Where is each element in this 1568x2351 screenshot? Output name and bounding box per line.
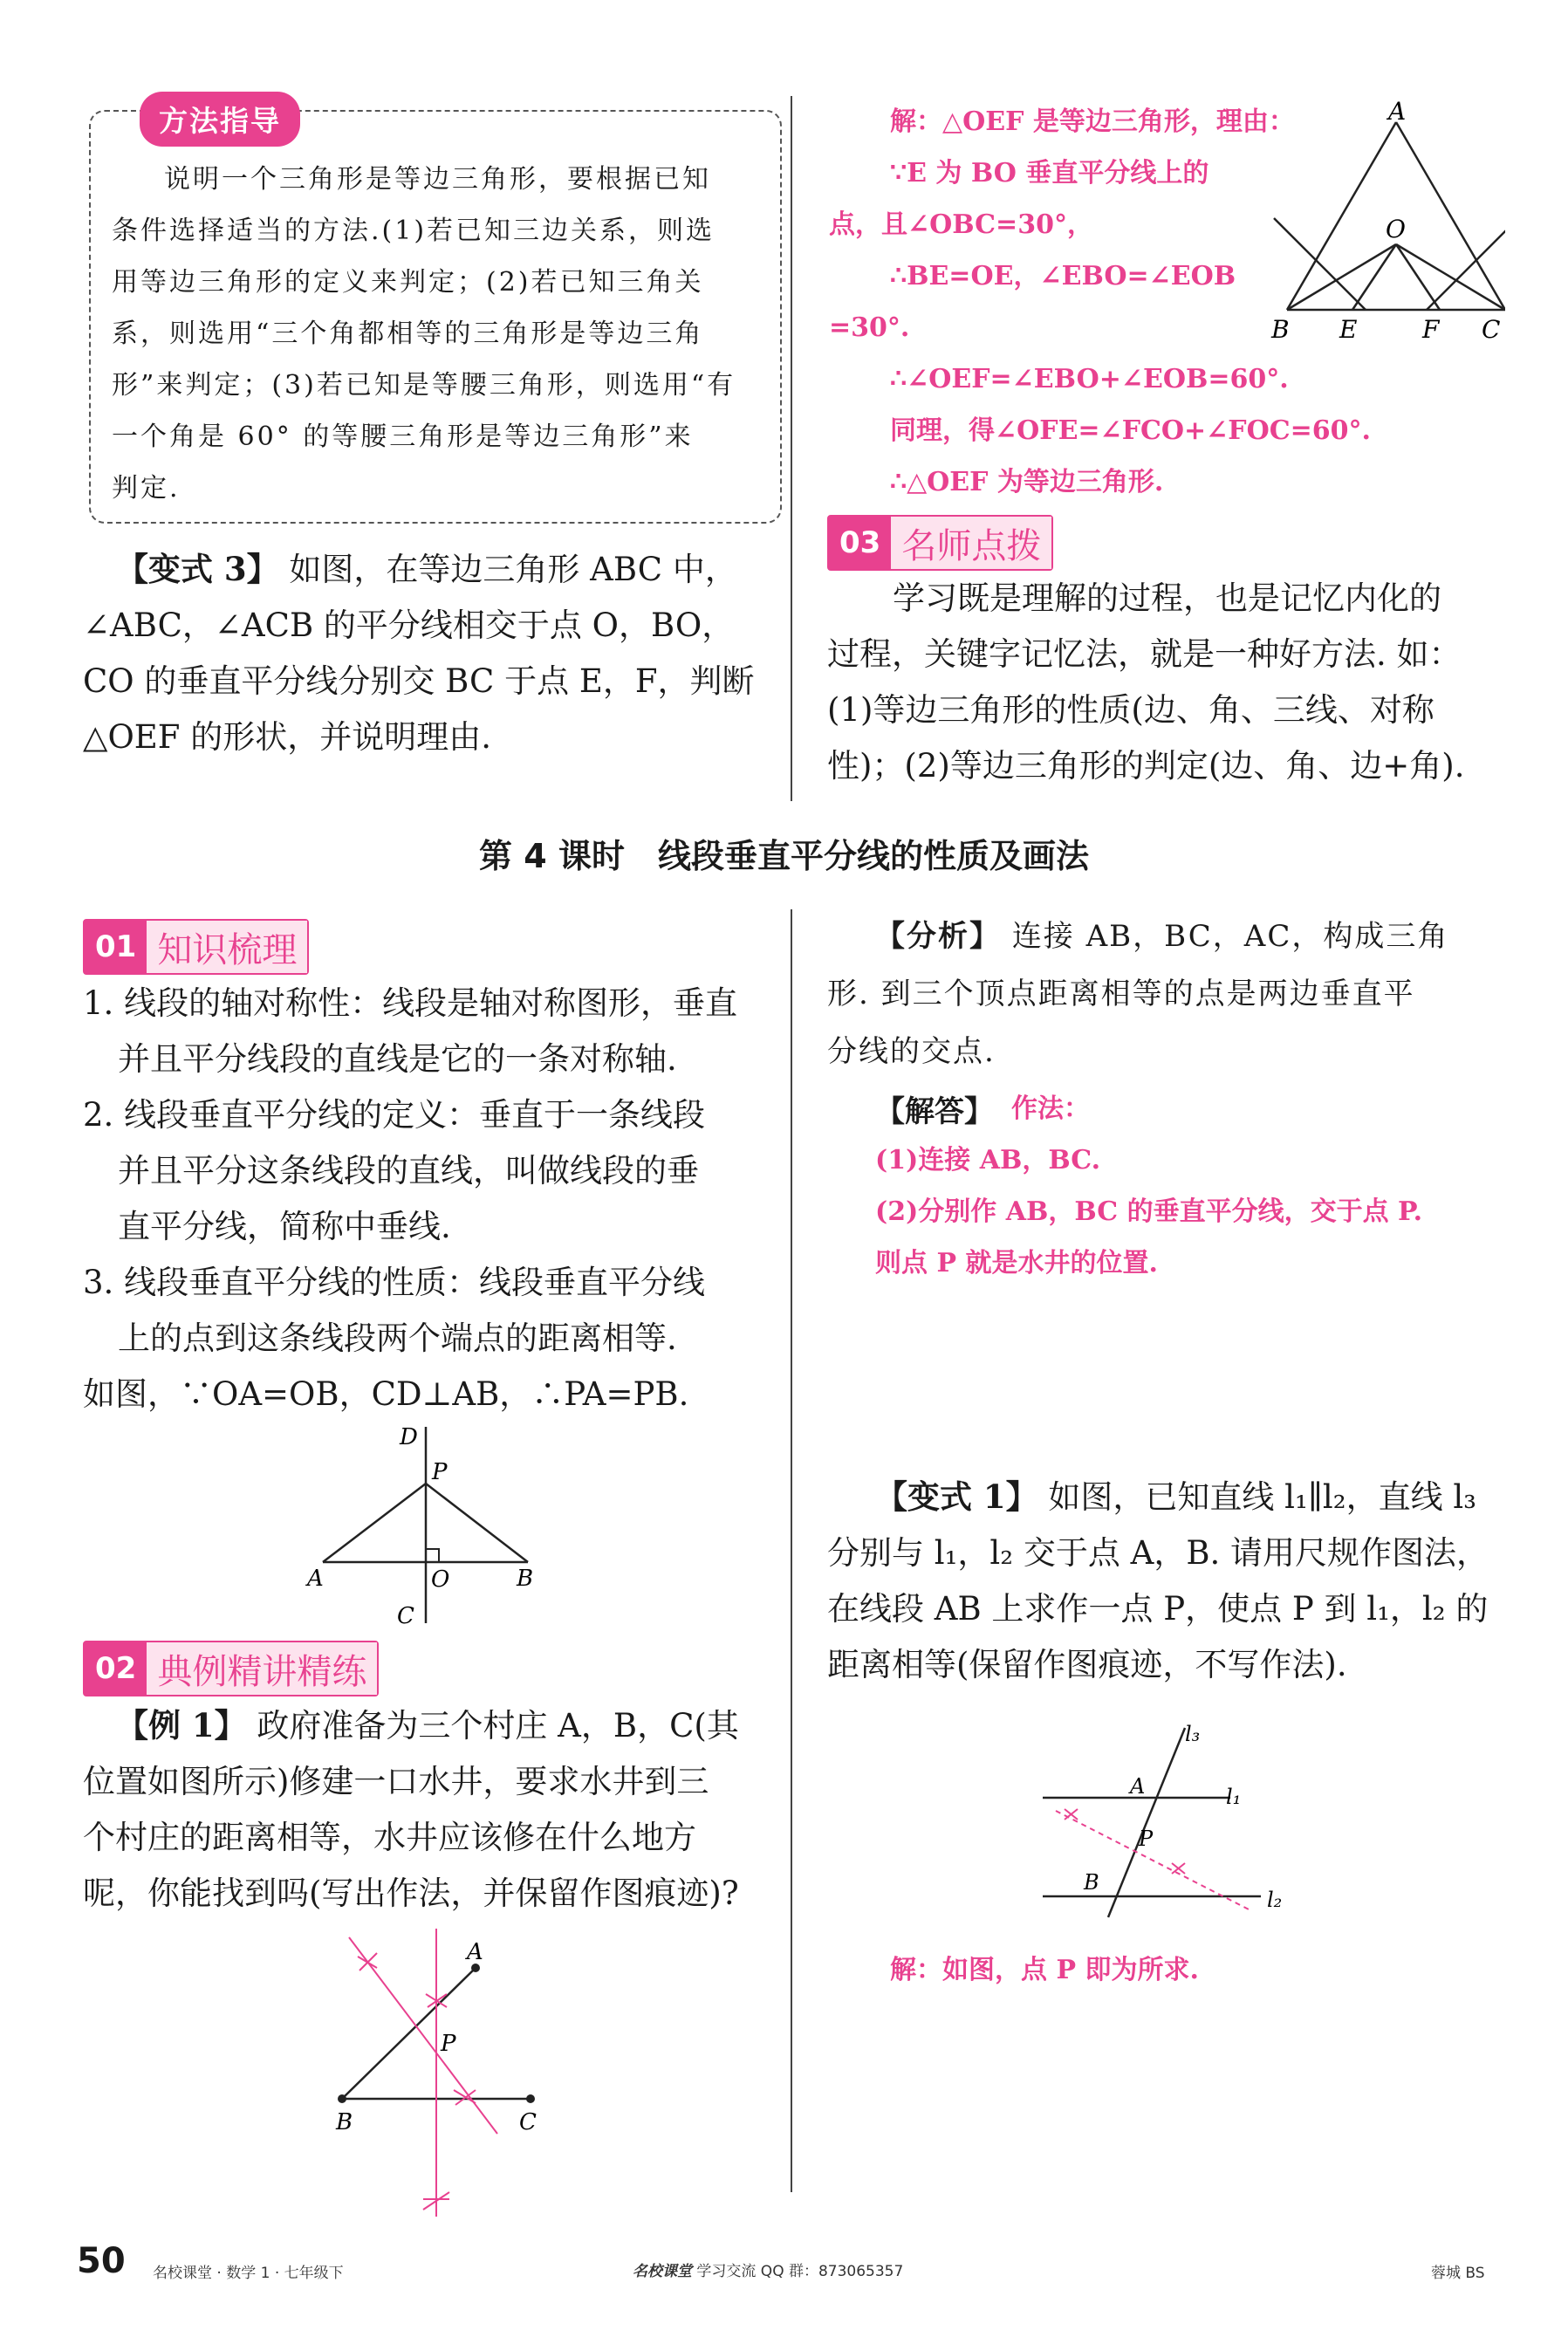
- knowledge-line: 上的点到这条线段两个端点的距离相等.: [118, 1319, 677, 1357]
- answer-line: (1)连接 AB，BC.: [875, 1145, 1101, 1176]
- method-body: [112, 154, 766, 514]
- knowledge-line: 3. 线段垂直平分线的性质：线段垂直平分线: [83, 1264, 706, 1301]
- method-line: 系，则选用“三个角都相等的三角形是等边三角: [112, 319, 704, 349]
- tip-line: (1)等边三角形的性质(边、角、三线、对称: [827, 691, 1434, 729]
- method-line: 判定.: [112, 473, 181, 504]
- solution-line: ∴△OEF 为等边三角形.: [890, 467, 1164, 497]
- example1-line: 位置如图所示)修建一口水井，要求水井到三: [83, 1763, 709, 1800]
- method-line: 一个角是 60° 的等腰三角形是等边三角形”来: [112, 422, 694, 452]
- badge-label: 典例精讲精练: [147, 1642, 377, 1695]
- knowledge-body: [83, 976, 781, 1422]
- analysis-label: 【分析】: [875, 919, 1001, 954]
- solution-line: ∵E 为 BO 垂直平分线上的: [890, 158, 1209, 188]
- label-P: P: [1139, 1827, 1154, 1851]
- example1: [83, 1697, 781, 1922]
- method-line: 用等边三角形的定义来判定；(2)若已知三角关: [112, 267, 704, 298]
- badge-knowledge: [83, 919, 309, 975]
- method-title: 方法指导: [140, 92, 300, 147]
- variant1-line: 距离相等(保留作图痕迹，不写作法).: [827, 1646, 1347, 1683]
- label-B: B: [336, 2109, 353, 2135]
- badge-num: 01: [85, 921, 147, 973]
- variant1-line: 在线段 AB 上求作一点 P，使点 P 到 l₁，l₂ 的: [827, 1590, 1489, 1628]
- example1-line: 呢，你能找到吗(写出作法，并保留作图痕迹)?: [83, 1875, 739, 1912]
- answer-label: 【解答】: [875, 1093, 994, 1129]
- knowledge-line: 直平分线，简称中垂线.: [118, 1208, 451, 1245]
- solution-top-cont: [890, 353, 1501, 508]
- solution-line: 点，且∠OBC=30°，: [829, 209, 1093, 240]
- analysis-line: 形. 到三个顶点距离相等的点是两边垂直平: [827, 977, 1415, 1011]
- label-C: C: [397, 1603, 414, 1629]
- variant3-line: 如图，在等边三角形 ABC 中，: [289, 551, 737, 588]
- figure-parallel-lines: [1030, 1715, 1309, 1924]
- solution-line: 同理，得∠OFE=∠FCO+∠FOC=60°.: [890, 415, 1371, 446]
- label-l1: l₁: [1226, 1785, 1242, 1809]
- variant1: [827, 1469, 1517, 1693]
- label-B: B: [1084, 1870, 1099, 1895]
- tip-line: 性)；(2)等边三角形的判定(边、角、边+角).: [827, 747, 1465, 785]
- analysis: [827, 908, 1508, 1080]
- knowledge-line: 并且平分这条线段的直线，叫做线段的垂: [118, 1152, 699, 1189]
- badge-label: 名师点拨: [891, 517, 1051, 569]
- label-B: B: [517, 1566, 534, 1592]
- figure-equilateral-triangle: [1270, 100, 1505, 340]
- badge-label: 知识梳理: [147, 921, 307, 973]
- label-P: P: [441, 2031, 456, 2057]
- knowledge-line: 2. 线段垂直平分线的定义：垂直于一条线段: [83, 1096, 706, 1134]
- label-A: A: [1130, 1774, 1146, 1799]
- variant3: [83, 541, 781, 765]
- badge-num: 03: [829, 517, 891, 569]
- label-l3: l₃: [1185, 1722, 1201, 1746]
- label-C: C: [519, 2109, 537, 2135]
- teacher-tip-body: [827, 571, 1508, 794]
- footer-brand: 名校课堂: [633, 2263, 692, 2280]
- method-line: 条件选择适当的方法.(1)若已知三边关系，则选: [112, 216, 716, 246]
- footer-center: [633, 2258, 903, 2280]
- variant1-line: 分别与 l₁，l₂ 交于点 A，B. 请用尺规作图法，: [827, 1534, 1489, 1572]
- column-divider-bottom: [791, 909, 792, 2192]
- label-P: P: [432, 1459, 448, 1485]
- variant3-line: △OEF 的形状，并说明理由.: [83, 718, 491, 756]
- label-l2: l₂: [1267, 1888, 1283, 1912]
- knowledge-line: 1. 线段的轴对称性：线段是轴对称图形，垂直: [83, 984, 738, 1022]
- label-A: A: [1388, 100, 1407, 126]
- column-divider-top: [791, 96, 792, 801]
- lesson-title: 第 4 课时 线段垂直平分线的性质及画法: [479, 837, 1089, 875]
- variant1-line: 如图，已知直线 l₁∥l₂，直线 l₃: [1048, 1478, 1477, 1516]
- label-D: D: [400, 1424, 418, 1450]
- analysis-line: 分线的交点.: [827, 1034, 996, 1069]
- label-A: A: [467, 1939, 483, 1965]
- label-C: C: [1482, 315, 1501, 340]
- footer-right: 蓉城 BS: [1431, 2265, 1485, 2282]
- badge-examples: [83, 1641, 379, 1696]
- label-B: B: [1271, 315, 1290, 340]
- tip-line: 学习既是理解的过程，也是记忆内化的: [893, 579, 1441, 617]
- answer-line: (2)分别作 AB，BC 的垂直平分线，交于点 P.: [875, 1196, 1423, 1227]
- answer-head: 作法：: [1011, 1093, 1090, 1124]
- method-line: 说明一个三角形是等边三角形，要根据已知: [164, 164, 711, 195]
- answer-line: 则点 P 就是水井的位置.: [875, 1248, 1158, 1278]
- solution-line: 解：△OEF 是等边三角形，理由：: [890, 106, 1295, 137]
- footer-left: 名校课堂 · 数学 1 · 七年级下: [153, 2265, 344, 2282]
- footer-qq: 学习交流 QQ 群：873065357: [696, 2263, 904, 2280]
- method-line: 形”来判定；(3)若已知是等腰三角形，则选用“有: [112, 370, 736, 401]
- figure-well-construction: [297, 1920, 558, 2221]
- label-E: E: [1339, 315, 1358, 340]
- figure-perpendicular-bisector: [297, 1418, 550, 1632]
- tip-line: 过程，关键字记忆法，就是一种好方法. 如：: [827, 635, 1462, 673]
- variant3-line: ∠ABC，∠ACB 的平分线相交于点 O，BO，: [83, 607, 735, 644]
- solution-line: ∴BE=OE，∠EBO=∠EOB: [890, 261, 1236, 291]
- answer: [875, 1082, 1538, 1289]
- variant1-label: 【变式 1】: [875, 1477, 1038, 1516]
- variant3-label: 【变式 3】: [116, 550, 279, 588]
- knowledge-line: 并且平分线段的直线是它的一条对称轴.: [118, 1040, 677, 1078]
- badge-num: 02: [85, 1642, 147, 1695]
- variant1-solution: 解：如图，点 P 即为所求.: [890, 1955, 1199, 1985]
- example1-line: 个村庄的距离相等，水井应该修在什么地方: [83, 1819, 696, 1856]
- analysis-line: 连接 AB，BC，AC，构成三角: [1011, 919, 1449, 954]
- label-O: O: [1386, 215, 1406, 243]
- example1-line: 政府准备为三个村庄 A，B，C(其: [257, 1707, 739, 1744]
- solution-line: =30°.: [829, 312, 910, 343]
- solution-line: ∴∠OEF=∠EBO+∠EOB=60°.: [890, 364, 1289, 394]
- page-number: 50: [77, 2241, 126, 2281]
- label-O: O: [431, 1566, 450, 1593]
- example1-label: 【例 1】: [116, 1706, 247, 1744]
- label-A: A: [307, 1566, 324, 1592]
- knowledge-line: 如图，∵OA=OB，CD⊥AB，∴PA=PB.: [83, 1375, 689, 1413]
- label-F: F: [1422, 315, 1440, 340]
- variant3-line: CO 的垂直平分线分别交 BC 于点 E，F，判断: [83, 662, 755, 700]
- badge-teacher-tip: [827, 515, 1053, 571]
